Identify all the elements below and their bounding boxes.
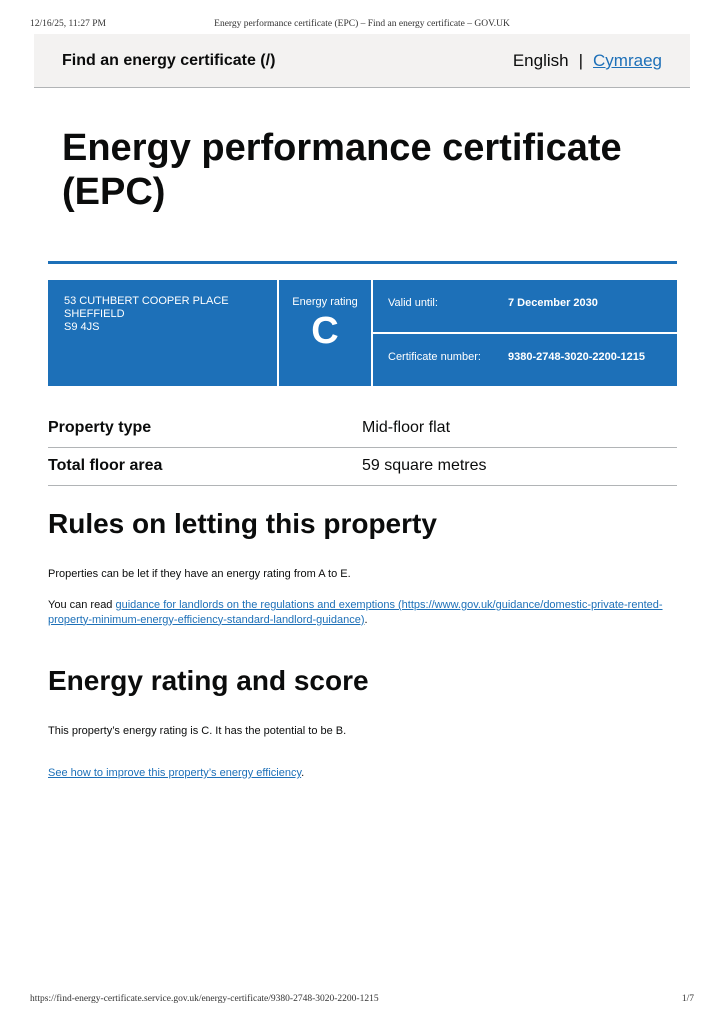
print-url: https://find-energy-certificate.service.gov.uk/energy-certificate/9380-2748-3020-2200-1215 (30, 994, 379, 1004)
landlord-guidance-paragraph (48, 598, 668, 627)
valid-until-value: 7 December 2030 (508, 297, 598, 309)
property-type-value: Mid-floor flat (362, 418, 451, 436)
service-path: (/) (260, 52, 276, 69)
lang-separator: | (578, 51, 584, 70)
lang-cymraeg-link[interactable]: Cymraeg (593, 51, 662, 70)
lang-english: English (512, 51, 569, 70)
certificate-number-row (373, 334, 677, 386)
address-line-2: SHEFFIELD (64, 307, 125, 320)
print-page-title: Energy performance certificate (EPC) – Find an energy certificate – GOV.UK (214, 19, 510, 29)
floor-area-value: 59 square metres (362, 457, 487, 475)
energy-rating-label: Energy rating (292, 296, 358, 308)
address-line-1: 53 CUTHBERT COOPER PLACE (64, 295, 229, 307)
service-header (34, 34, 690, 88)
energy-rating-text: This property’s energy rating is C. It has the potential to be B. (48, 725, 347, 737)
certificate-number-label: Certificate number: (388, 351, 481, 363)
summary-row (48, 448, 677, 487)
energy-rating-heading: Energy rating and score (48, 665, 369, 696)
section-divider (48, 261, 677, 264)
epc-summary-panel (48, 280, 677, 386)
service-name-link[interactable] (62, 52, 275, 70)
letting-rule-text: Properties can be let if they have an energy rating from A to E. (48, 568, 351, 580)
summary-row (48, 409, 677, 448)
guidance-prefix: You can read (48, 599, 116, 611)
energy-rating-value: C (311, 310, 339, 352)
improve-efficiency-link[interactable]: See how to improve this property’s energy efficiency (48, 767, 302, 779)
service-name: Find an energy certificate (62, 52, 256, 69)
guidance-suffix: . (364, 613, 368, 626)
address-postcode: S9 4JS (64, 320, 100, 333)
property-address (48, 280, 277, 386)
certificate-number-value: 9380-2748-3020-2200-1215 (508, 351, 646, 363)
print-datetime: 12/16/25, 11:27 PM (30, 19, 106, 29)
landlord-guidance-link[interactable]: guidance for landlords on the regulations and exemptions (https://www.gov.uk/guidance/domestic-private-rented-property-minimum-energy-efficiency-standard-landlord-guidance) (48, 599, 663, 626)
improve-suffix: . (301, 767, 305, 779)
property-summary-list (48, 409, 677, 486)
property-type-key: Property type (48, 418, 152, 436)
print-header (0, 0, 724, 30)
valid-until-label: Valid until: (388, 297, 438, 309)
improve-efficiency-paragraph (48, 766, 668, 781)
valid-until-row (373, 280, 677, 332)
letting-rules-heading: Rules on letting this property (48, 508, 437, 539)
page-title: Energy performance certificate (EPC) (62, 127, 622, 214)
certificate-meta (373, 280, 677, 386)
energy-rating-box (279, 280, 371, 386)
floor-area-key: Total floor area (48, 457, 163, 475)
print-page-number: 1/7 (681, 994, 694, 1004)
language-switcher (513, 51, 662, 71)
